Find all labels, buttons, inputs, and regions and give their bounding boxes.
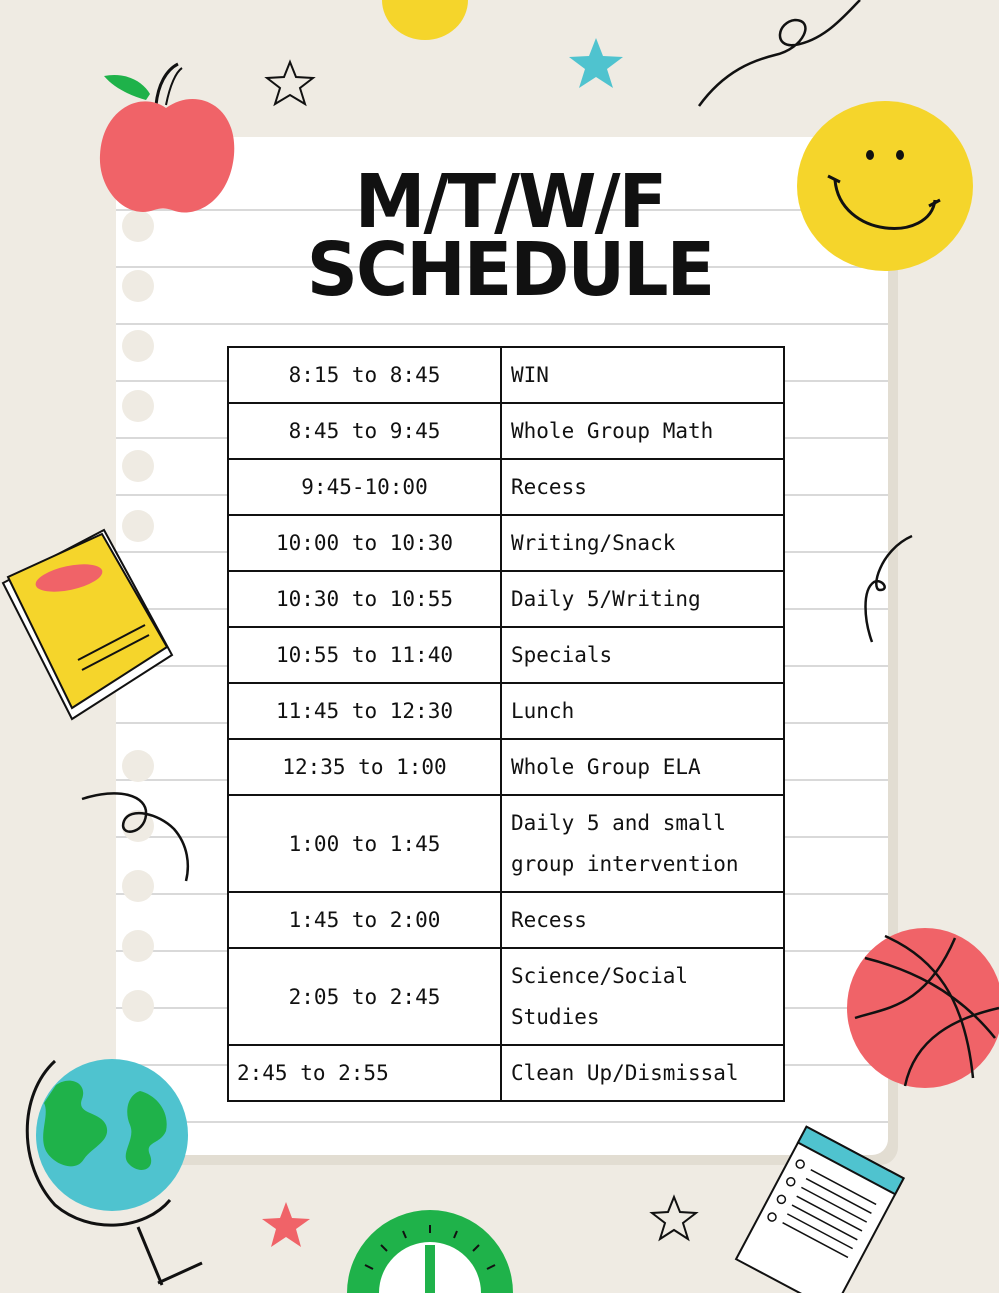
punch-hole xyxy=(122,270,154,302)
time-cell: 9:45-10:00 xyxy=(228,459,501,515)
activity-cell: Recess xyxy=(501,459,784,515)
page-title xyxy=(260,159,759,313)
time-cell: 8:45 to 9:45 xyxy=(228,403,501,459)
table-row xyxy=(228,795,784,892)
sun-circle-icon xyxy=(380,0,470,40)
punch-hole xyxy=(122,390,154,422)
squiggle-right-icon xyxy=(860,530,920,645)
title-line-1: M/T/W/F xyxy=(354,159,666,245)
table-row xyxy=(228,515,784,571)
time-cell: 1:45 to 2:00 xyxy=(228,892,501,948)
punch-hole xyxy=(122,990,154,1022)
apple-icon xyxy=(96,60,241,220)
time-cell: 10:30 to 10:55 xyxy=(228,571,501,627)
table-row xyxy=(228,347,784,403)
activity-cell: Whole Group Math xyxy=(501,403,784,459)
activity-cell: Daily 5 and small group intervention xyxy=(501,795,784,892)
title-line-2: SCHEDULE xyxy=(306,227,714,313)
activity-cell: Recess xyxy=(501,892,784,948)
time-cell: 2:45 to 2:55 xyxy=(228,1045,501,1101)
star-outline-small-icon xyxy=(650,1195,698,1241)
time-cell: 2:05 to 2:45 xyxy=(228,948,501,1045)
table-row xyxy=(228,948,784,1045)
activity-cell: Lunch xyxy=(501,683,784,739)
table-row xyxy=(228,627,784,683)
table-row xyxy=(228,459,784,515)
punch-hole xyxy=(122,450,154,482)
table-row xyxy=(228,571,784,627)
activity-cell: Whole Group ELA xyxy=(501,739,784,795)
punch-hole xyxy=(122,750,154,782)
punch-hole xyxy=(122,330,154,362)
globe-icon xyxy=(10,1055,210,1293)
activity-cell: Clean Up/Dismissal xyxy=(501,1045,784,1101)
time-cell: 1:00 to 1:45 xyxy=(228,795,501,892)
activity-cell: Science/Social Studies xyxy=(501,948,784,1045)
time-cell: 11:45 to 12:30 xyxy=(228,683,501,739)
basketball-icon xyxy=(845,928,999,1090)
table-row xyxy=(228,683,784,739)
squiggle-left-icon xyxy=(78,785,198,885)
squiggle-top-right-icon xyxy=(695,0,875,110)
time-cell: 10:00 to 10:30 xyxy=(228,515,501,571)
activity-cell: Daily 5/Writing xyxy=(501,571,784,627)
protractor-icon xyxy=(345,1205,515,1293)
table-row xyxy=(228,892,784,948)
star-teal-icon xyxy=(567,36,625,90)
star-outline-icon xyxy=(265,60,315,106)
punch-hole xyxy=(122,930,154,962)
table-row xyxy=(228,1045,784,1101)
time-cell: 8:15 to 8:45 xyxy=(228,347,501,403)
book-icon xyxy=(0,530,180,725)
star-red-icon xyxy=(260,1200,312,1250)
smiley-face-icon xyxy=(795,98,975,273)
activity-cell: Writing/Snack xyxy=(501,515,784,571)
time-cell: 12:35 to 1:00 xyxy=(228,739,501,795)
table-row xyxy=(228,403,784,459)
notepad-icon xyxy=(730,1125,920,1293)
table-row xyxy=(228,739,784,795)
activity-cell: WIN xyxy=(501,347,784,403)
schedule-table xyxy=(227,346,785,1102)
activity-cell: Specials xyxy=(501,627,784,683)
time-cell: 10:55 to 11:40 xyxy=(228,627,501,683)
